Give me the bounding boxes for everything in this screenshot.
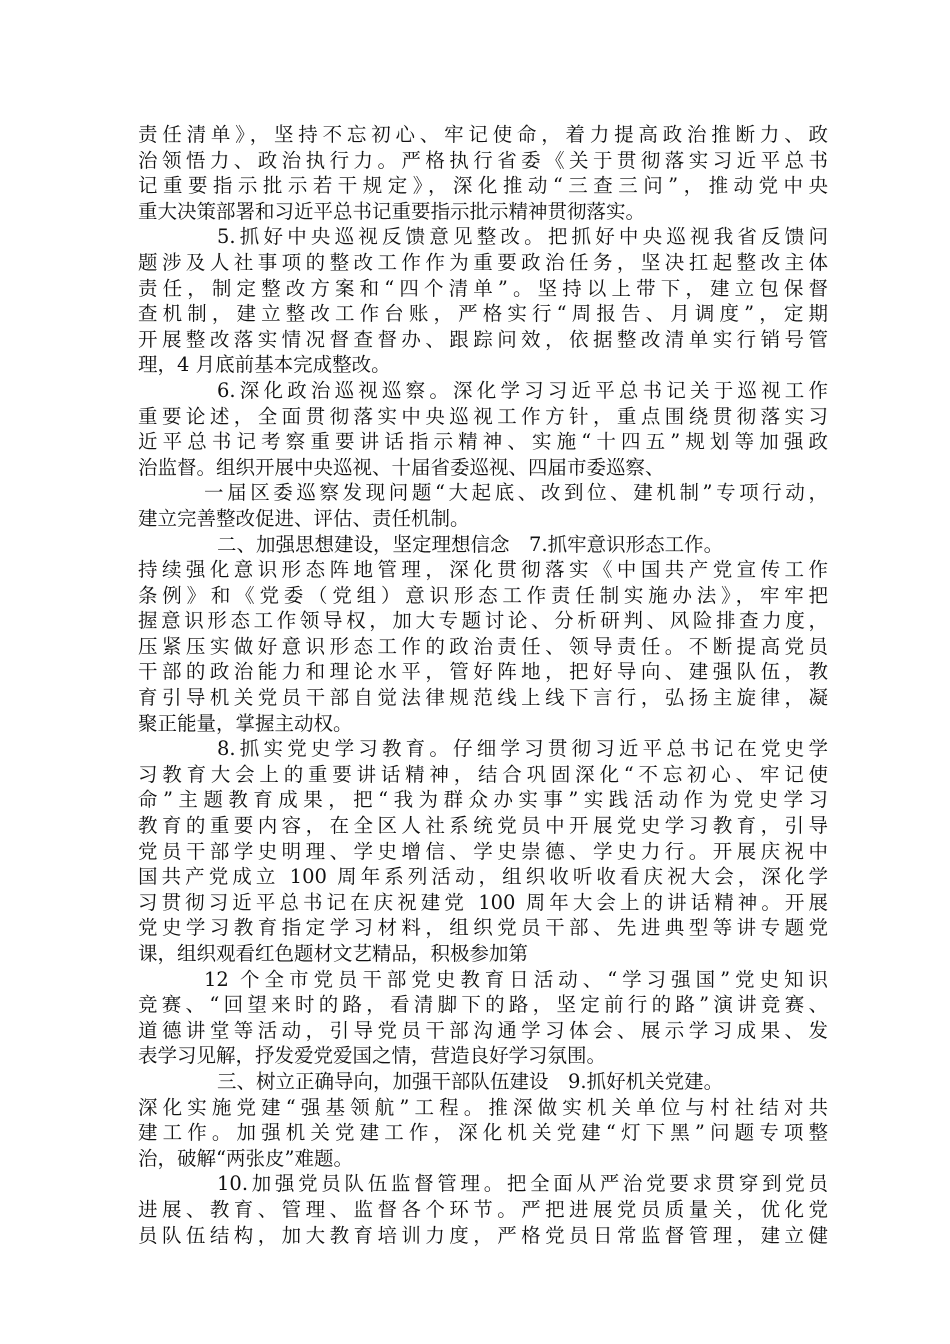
text-line: 道德讲堂等活动，引导党员干部沟通学习体会、展示学习成果、发	[138, 1018, 828, 1042]
text-line: 聚正能量，掌握主动权。	[138, 711, 353, 735]
text-line: 国共产党成立 100 周年系列活动，组织收听收看庆祝大会，深化学	[138, 865, 828, 889]
text-line: 责任清单》，坚持不忘初心、牢记使命，着力提高政治推断力、政	[138, 123, 828, 146]
text-line: 12 个全市党员干部党史教育日活动、“学习强国”党史知识	[204, 967, 828, 991]
text-line: 课，组织观看红色题材文艺精品，积极参加第	[138, 942, 529, 965]
section-heading-line: 三、树立正确导向，加强干部队伍建设 9.抓好机关党建。	[217, 1069, 724, 1093]
text-line: 8.抓实党史学习教育。仔细学习贯彻习近平总书记在党史学	[217, 737, 828, 761]
text-line: 干部的政治能力和理论水平，管好阵地，把好导向、建强队伍，教	[138, 660, 828, 684]
text-line: 习教育大会上的重要讲话精神，结合巩固深化“不忘初心、牢记使	[138, 762, 828, 786]
text-line: 深化实施党建“强基领航”工程。推深做实机关单位与村社结对共	[138, 1095, 828, 1119]
text-line: 习贯彻习近平总书记在庆祝建党 100 周年大会上的讲话精神。开展	[138, 890, 828, 914]
text-line: 党史学习教育指定学习材料，组织党员干部、先进典型等讲专题党	[138, 916, 828, 940]
text-line: 10.加强党员队伍监督管理。把全面从严治党要求贯穿到党员	[217, 1172, 828, 1196]
text-line: 一届区委巡察发现问题“大起底、改到位、建机制”专项行动，	[204, 481, 828, 505]
text-line: 育引导机关党员干部自觉法律规范线上线下言行，弘扬主旋律，凝	[138, 686, 828, 710]
text-line: 重要论述，全面贯彻落实中央巡视工作方针，重点围绕贯彻落实习	[138, 404, 828, 428]
text-line: 记重要指示批示若干规定》，深化推动“三查三问”，推动党中央	[138, 174, 828, 198]
text-line: 党员干部学史明理、学史增信、学史崇德、学史力行。开展庆祝中	[138, 839, 828, 863]
text-line: 责任，制定整改方案和“四个清单”。坚持以上带下，建立包保督	[138, 276, 828, 300]
text-line: 压紧压实做好意识形态工作的政治责任、领导责任。不断提高党员	[138, 634, 828, 658]
text-line: 教育的重要内容，在全区人社系统党员中开展党史学习教育，引导	[138, 814, 828, 838]
text-line: 理，4 月底前基本完成整改。	[138, 353, 391, 377]
text-line: 重大决策部署和习近平总书记重要指示批示精神贯彻落实。	[138, 199, 646, 223]
text-line: 建立完善整改促进、评估、责任机制。	[138, 506, 470, 530]
document-body	[138, 122, 828, 1248]
text-line: 治领悟力、政治执行力。严格执行省委《关于贯彻落实习近平总书	[138, 148, 828, 172]
text-line: 条例》和《党委（党组）意识形态工作责任制实施办法》，牢牢把	[138, 583, 828, 607]
text-line: 题涉及人社事项的整改工作作为重要政治任务，坚决扛起整改主体	[138, 250, 828, 274]
text-line: 进展、教育、管理、监督各个环节。严把进展党员质量关，优化党	[138, 1197, 828, 1221]
section-heading-line: 二、加强思想建设，坚定理想信念 7.抓牢意识形态工作。	[217, 532, 724, 556]
text-line: 建工作。加强机关党建工作，深化机关党建“灯下黑”问题专项整	[138, 1121, 828, 1145]
text-line: 6.深化政治巡视巡察。深化学习习近平总书记关于巡视工作	[217, 378, 828, 402]
text-line: 表学习见解，抒发爱党爱国之情，营造良好学习氛围。	[138, 1044, 607, 1068]
text-line: 治监督。组织开展中央巡视、十届省委巡视、四届市委巡察、	[138, 455, 665, 479]
text-line: 开展整改落实情况督查督办、跟踪问效，依据整改清单实行销号管	[138, 327, 828, 351]
text-line: 握意识形态工作领导权，加大专题讨论、分析研判、风险排查力度，	[138, 609, 828, 633]
text-line: 治，破解“两张皮”难题。	[138, 1146, 353, 1170]
text-line: 员队伍结构，加大教育培训力度，严格党员日常监督管理，建立健	[138, 1223, 828, 1247]
text-line: 持续强化意识形态阵地管理，深化贯彻落实《中国共产党宣传工作	[138, 558, 828, 582]
text-line: 竞赛、“回望来时的路，看清脚下的路，坚定前行的路”演讲竞赛、	[138, 993, 828, 1017]
text-line: 命”主题教育成果，把“我为群众办实事”实践活动作为党史学习	[138, 788, 828, 812]
text-line: 查机制，建立整改工作台账，严格实行“周报告、月调度”，定期	[138, 302, 828, 326]
text-line: 近平总书记考察重要讲话指示精神、实施“十四五”规划等加强政	[138, 430, 828, 454]
text-line: 5.抓好中央巡视反馈意见整改。把抓好中央巡视我省反馈问	[217, 225, 828, 249]
